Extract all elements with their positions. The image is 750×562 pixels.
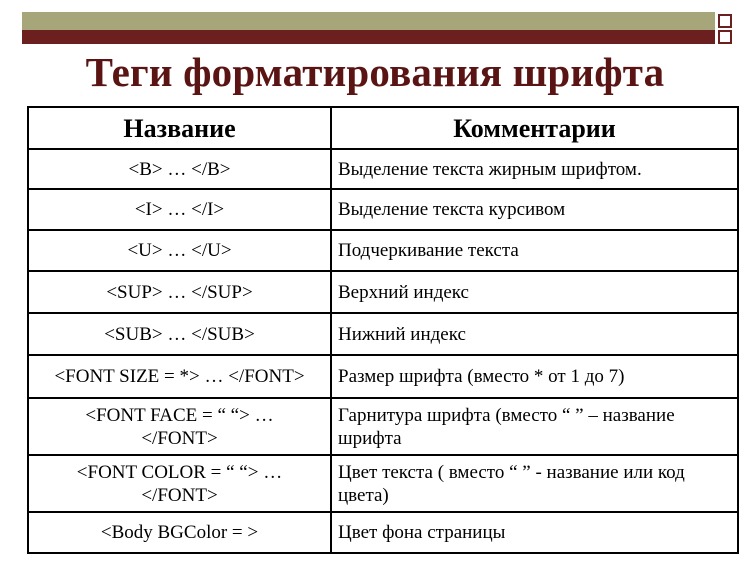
table-row xyxy=(28,189,738,230)
tag-comment-line: Цвет текста ( вместо “ ” - название или код xyxy=(338,461,685,483)
tag-comment-line: цвета) xyxy=(338,484,389,506)
tag-name-cell: <Body BGColor = > xyxy=(28,512,331,553)
tags-table xyxy=(27,106,739,554)
table-row xyxy=(28,398,738,455)
tag-comment-line: шрифта xyxy=(338,427,402,449)
slide-title: Теги форматирования шрифта xyxy=(85,49,665,95)
table-header-row xyxy=(28,107,738,149)
tag-comment-cell: Выделение текста курсивом xyxy=(331,189,738,230)
table-row xyxy=(28,455,738,512)
tag-comment-cell: Цвет фона страницы xyxy=(331,512,738,553)
tag-comment-cell: Выделение текста жирным шрифтом. xyxy=(331,149,738,189)
table-row xyxy=(28,512,738,553)
tag-name-line: </FONT> xyxy=(141,484,218,506)
table-row xyxy=(28,313,738,355)
corner-square-bottom xyxy=(718,30,732,44)
tag-name-cell: <I> … </I> xyxy=(28,189,331,230)
header-name: Название xyxy=(28,107,331,149)
tag-comment-line: Гарнитура шрифта (вместо “ ” – название xyxy=(338,404,675,426)
table-row xyxy=(28,271,738,313)
tag-name-cell xyxy=(28,455,331,512)
table-row xyxy=(28,230,738,271)
tag-name-cell: <U> … </U> xyxy=(28,230,331,271)
tag-name-cell: <B> … </B> xyxy=(28,149,331,189)
header-comment: Комментарии xyxy=(331,107,738,149)
tag-name-line: </FONT> xyxy=(141,427,218,449)
corner-square-top xyxy=(718,14,732,28)
tag-comment-cell: Подчеркивание текста xyxy=(331,230,738,271)
tag-comment-cell: Верхний индекс xyxy=(331,271,738,313)
bottom-decorative-bar xyxy=(22,30,715,44)
tag-comment-cell: Размер шрифта (вместо * от 1 до 7) xyxy=(331,355,738,398)
tag-name-cell: <FONT SIZE = *> … </FONT> xyxy=(28,355,331,398)
tag-comment-cell xyxy=(331,398,738,455)
tag-comment-cell: Нижний индекс xyxy=(331,313,738,355)
tag-name-cell: <SUB> … </SUB> xyxy=(28,313,331,355)
tag-name-line: <FONT COLOR = “ “> … xyxy=(76,461,283,483)
tag-name-line: <FONT FACE = “ “> … xyxy=(85,404,274,426)
table-row xyxy=(28,355,738,398)
table-row xyxy=(28,149,738,189)
tag-name-cell xyxy=(28,398,331,455)
tag-name-cell: <SUP> … </SUP> xyxy=(28,271,331,313)
tag-comment-cell xyxy=(331,455,738,512)
top-decorative-bar xyxy=(22,12,715,30)
